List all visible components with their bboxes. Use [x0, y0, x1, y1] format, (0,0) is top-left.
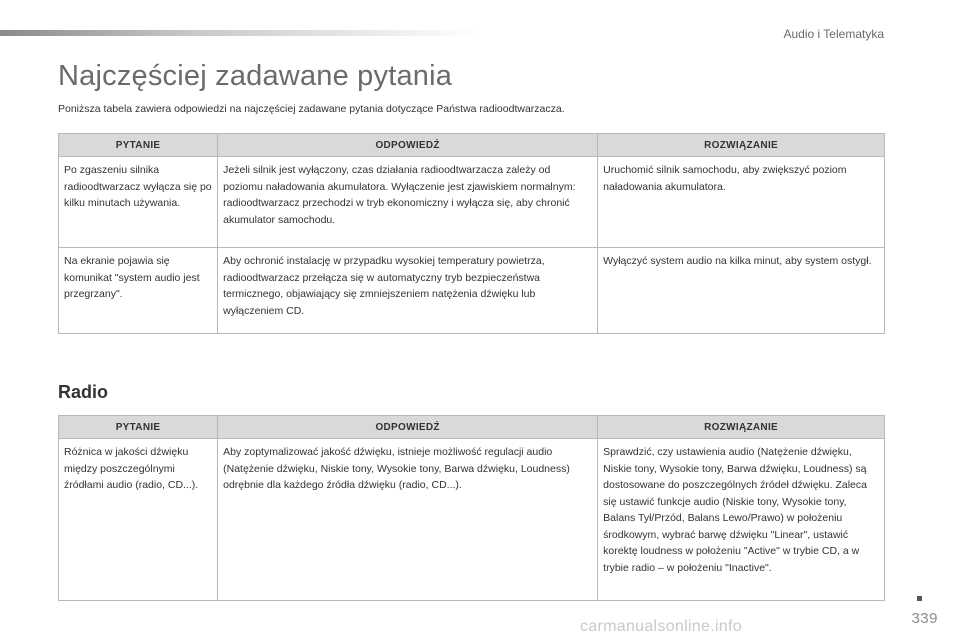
question-cell: Na ekranie pojawia się komunikat "system audio jest przegrzany".	[59, 248, 218, 334]
question-cell: Różnica w jakości dźwięku między poszczególnymi źródłami audio (radio, CD...).	[59, 439, 218, 601]
header-solution: ROZWIĄZANIE	[598, 134, 885, 157]
header-answer: ODPOWIEDŹ	[218, 416, 598, 439]
faq-table-radio	[58, 415, 885, 601]
page-title: Najczęściej zadawane pytania	[58, 60, 453, 92]
table-row	[59, 439, 885, 601]
header-question: PYTANIE	[59, 134, 218, 157]
solution-cell: Wyłączyć system audio na kilka minut, aby system ostygł.	[598, 248, 885, 334]
section-label: Audio i Telematyka	[783, 27, 884, 41]
table-row	[59, 157, 885, 248]
radio-heading: Radio	[58, 382, 109, 402]
table-header-row	[59, 416, 885, 439]
answer-cell: Aby zoptymalizować jakość dźwięku, istnieje możliwość regulacji audio (Natężenie dźwięku, Niskie tony, Wysokie tony, Barwa dźwięku, Loudness) odrębnie dla każdego źródła dźwięku (radio, CD...).	[218, 439, 598, 601]
page-number: 339	[911, 610, 938, 627]
header-gradient-bar	[0, 30, 480, 36]
question-cell: Po zgaszeniu silnika radioodtwarzacz wyłącza się po kilku minutach używania.	[59, 157, 218, 248]
header-answer: ODPOWIEDŹ	[218, 134, 598, 157]
answer-cell: Aby ochronić instalację w przypadku wysokiej temperatury powietrza, radioodtwarzacz przełącza się w automatyczny tryb bezpieczeństwa termicznego, objawiający się zmniejszeniem natężenia dźwięku lub wyłączeniem CD.	[218, 248, 598, 334]
header-solution: ROZWIĄZANIE	[598, 416, 885, 439]
page-corner-marker	[917, 596, 922, 601]
watermark-text: carmanualsonline.info	[580, 618, 742, 635]
intro-text: Poniższa tabela zawiera odpowiedzi na najczęściej zadawane pytania dotyczące Państwa radioodtwarzacza.	[58, 103, 565, 115]
answer-cell: Jeżeli silnik jest wyłączony, czas działania radioodtwarzacza zależy od poziomu naładowania akumulatora. Wyłączenie jest zjawiskiem normalnym: radioodtwarzacz przechodzi w tryb ekonomiczny i wyłącza się, aby chronić akumulator samochodu.	[218, 157, 598, 248]
table-header-row	[59, 134, 885, 157]
solution-cell: Sprawdzić, czy ustawienia audio (Natężenie dźwięku, Niskie tony, Wysokie tony, Barwa dźwięku, Loudness) są dostosowane do poszczególnych źródeł dźwięku. Zaleca się ustawić funkcje audio (Niskie tony, Wysokie tony, Balans Tył/Przód, Balans Lewo/Prawo) w położeniu środkowym, wybrać barwę dźwięku "Linear", ustawić korektę loudness w położeniu "Active" w trybie CD, a w trybie radio – w położeniu "Inactive".	[598, 439, 885, 601]
header-question: PYTANIE	[59, 416, 218, 439]
solution-cell: Uruchomić silnik samochodu, aby zwiększyć poziom naładowania akumulatora.	[598, 157, 885, 248]
faq-table-general	[58, 133, 885, 334]
table-row	[59, 248, 885, 334]
